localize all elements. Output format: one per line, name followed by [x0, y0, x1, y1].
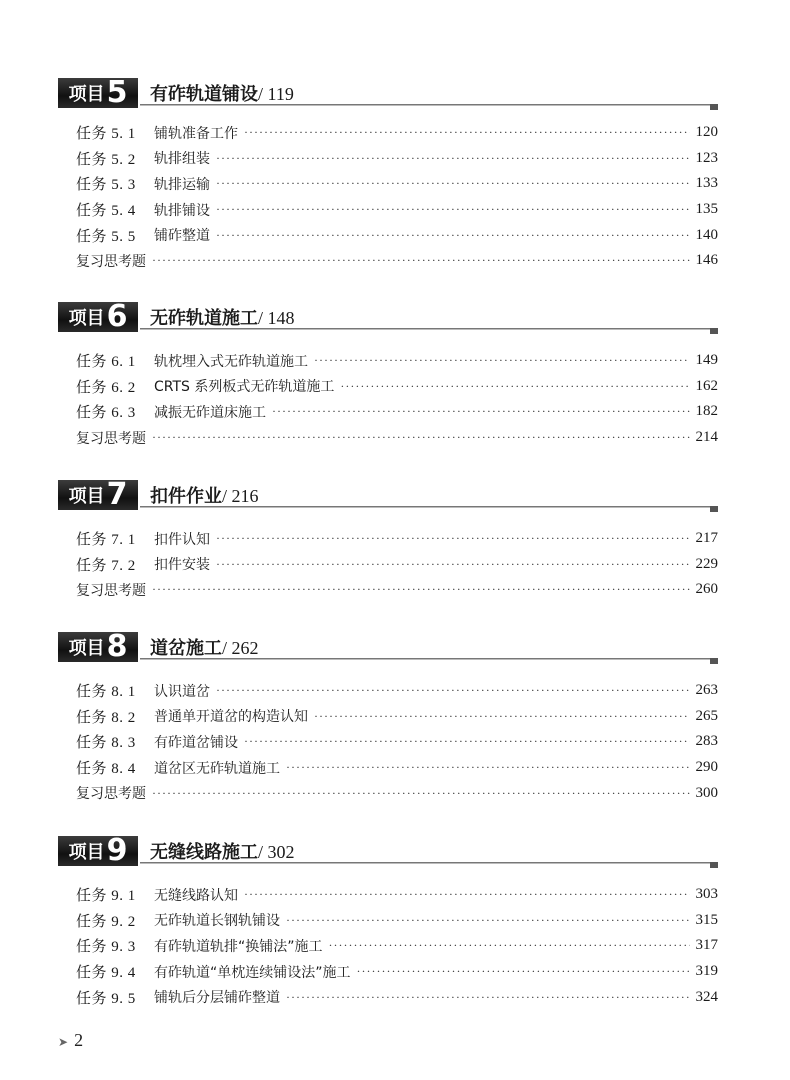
- toc-entry[interactable]: [58, 146, 718, 172]
- task-name: 轨排运输: [154, 176, 210, 193]
- project-badge: [58, 833, 138, 868]
- header-rule: [140, 658, 718, 659]
- toc-section-7: [58, 477, 718, 603]
- task-name: 扣件安装: [154, 557, 210, 574]
- header-rule: [140, 862, 718, 863]
- toc-entry[interactable]: [58, 908, 718, 934]
- task-number: 任务 5. 3: [76, 177, 136, 194]
- section-header: [58, 833, 718, 868]
- dot-leader: [244, 125, 690, 140]
- section-header: [58, 75, 718, 110]
- task-page: 283: [695, 733, 718, 750]
- dot-leader: [152, 253, 690, 268]
- dot-leader: [340, 379, 689, 394]
- badge-number: 7: [106, 477, 128, 512]
- task-page: 265: [695, 707, 718, 724]
- review-label: 复习思考题: [76, 582, 146, 599]
- page-number: 2: [74, 1030, 84, 1050]
- badge-number: 6: [106, 299, 128, 334]
- section-page: / 216: [222, 486, 259, 506]
- toc-list: [58, 120, 718, 274]
- toc-entry[interactable]: [58, 729, 718, 755]
- task-page: 317: [695, 937, 718, 954]
- toc-list: [58, 882, 718, 1010]
- section-title-text: 道岔施工: [150, 638, 222, 659]
- rule-end-marker: [710, 506, 718, 512]
- task-page: 140: [695, 226, 718, 243]
- badge-prefix: 项目: [68, 84, 105, 105]
- task-name: 有砟轨道轨排“换铺法”施工: [154, 938, 323, 955]
- task-page: 133: [695, 175, 718, 192]
- dot-leader: [286, 913, 690, 928]
- task-name: 扣件认知: [154, 531, 210, 548]
- dot-leader: [216, 557, 690, 572]
- toc-entry[interactable]: [58, 933, 718, 959]
- toc-entry[interactable]: [58, 704, 718, 730]
- toc-entry[interactable]: [58, 120, 718, 146]
- dot-leader: [357, 964, 690, 979]
- task-number: 任务 8. 1: [76, 684, 136, 701]
- task-name: 轨排铺设: [154, 202, 210, 219]
- project-badge: [58, 299, 138, 334]
- task-name: 有砟道岔铺设: [154, 734, 238, 751]
- dot-leader: [244, 734, 690, 749]
- task-page: 135: [695, 201, 718, 218]
- review-page: 300: [695, 784, 718, 801]
- review-label: 复习思考题: [76, 253, 146, 270]
- section-title[interactable]: [150, 838, 295, 864]
- task-number: 任务 9. 1: [76, 888, 136, 905]
- task-page: 120: [695, 124, 718, 141]
- project-badge: [58, 75, 138, 110]
- arrow-icon: ➤: [58, 1035, 69, 1049]
- review-page: 260: [695, 581, 718, 598]
- dot-leader: [216, 151, 690, 166]
- task-number: 任务 5. 2: [76, 151, 136, 168]
- task-name: 道岔区无砟轨道施工: [154, 760, 280, 777]
- dot-leader: [216, 531, 690, 546]
- task-number: 任务 6. 2: [76, 379, 136, 396]
- badge-number: 9: [106, 833, 128, 868]
- toc-entry[interactable]: [58, 171, 718, 197]
- badge-prefix: 项目: [68, 308, 105, 329]
- header-rule: [140, 328, 718, 329]
- task-name: 无砟轨道长钢轨铺设: [154, 913, 280, 930]
- task-name: 有砟轨道“单枕连续铺设法”施工: [154, 964, 351, 981]
- rule-end-marker: [710, 658, 718, 664]
- toc-review-entry[interactable]: [58, 248, 718, 274]
- task-page: 182: [695, 403, 718, 420]
- task-page: 303: [695, 886, 718, 903]
- task-name: 轨排组装: [154, 151, 210, 168]
- section-title-text: 无砟轨道施工: [150, 308, 258, 329]
- dot-leader: [244, 887, 690, 902]
- dot-leader: [329, 938, 690, 953]
- task-name: CRTS 系列板式无砟轨道施工: [154, 379, 335, 396]
- dot-leader: [216, 202, 690, 217]
- review-page: 146: [695, 252, 718, 269]
- section-title-text: 无缝线路施工: [150, 842, 258, 863]
- review-label: 复习思考题: [76, 786, 146, 803]
- task-page: 263: [695, 682, 718, 699]
- task-page: 217: [695, 530, 718, 547]
- section-title[interactable]: [150, 634, 259, 660]
- toc-entry[interactable]: [58, 526, 718, 552]
- toc-review-entry[interactable]: [58, 577, 718, 603]
- task-number: 任务 9. 4: [76, 965, 136, 982]
- rule-end-marker: [710, 104, 718, 110]
- review-label: 复习思考题: [76, 430, 146, 447]
- task-name: 轨枕埋入式无砟轨道施工: [154, 353, 308, 370]
- dot-leader: [152, 786, 690, 801]
- toc-entry[interactable]: [58, 984, 718, 1010]
- section-title[interactable]: [150, 482, 259, 508]
- badge-prefix: 项目: [68, 486, 105, 507]
- dot-leader: [286, 760, 690, 775]
- task-name: 减振无砟道床施工: [154, 404, 266, 421]
- toc-list: [58, 678, 718, 806]
- task-number: 任务 5. 1: [76, 126, 136, 143]
- task-page: 229: [695, 555, 718, 572]
- task-number: 任务 6. 3: [76, 405, 136, 422]
- toc-section-8: [58, 629, 718, 806]
- task-name: 铺轨准备工作: [154, 125, 238, 142]
- review-page: 214: [695, 429, 718, 446]
- header-rule: [140, 506, 718, 507]
- header-rule: [140, 104, 718, 105]
- task-page: 149: [695, 352, 718, 369]
- badge-number: 5: [106, 75, 128, 110]
- toc-entry[interactable]: [58, 755, 718, 781]
- badge-prefix: 项目: [68, 638, 105, 659]
- dot-leader: [152, 430, 690, 445]
- dot-leader: [216, 683, 690, 698]
- task-name: 普通单开道岔的构造认知: [154, 709, 308, 726]
- toc-section-9: [58, 833, 718, 1010]
- dot-leader: [216, 228, 690, 243]
- task-number: 任务 8. 2: [76, 709, 136, 726]
- task-number: 任务 6. 1: [76, 354, 136, 371]
- section-title[interactable]: [150, 80, 294, 106]
- task-number: 任务 9. 2: [76, 913, 136, 930]
- task-number: 任务 5. 4: [76, 203, 136, 220]
- toc-section-5: [58, 75, 718, 274]
- task-name: 认识道岔: [154, 683, 210, 700]
- toc-entry[interactable]: [58, 399, 718, 425]
- task-name: 铺砟整道: [154, 228, 210, 245]
- task-page: 315: [695, 911, 718, 928]
- toc-list: [58, 348, 718, 450]
- dot-leader: [314, 709, 690, 724]
- task-number: 任务 8. 4: [76, 761, 136, 778]
- section-page: / 119: [258, 84, 294, 104]
- task-number: 任务 7. 1: [76, 532, 136, 549]
- toc-entry[interactable]: [58, 959, 718, 985]
- toc-entry[interactable]: [58, 678, 718, 704]
- task-page: 290: [695, 759, 718, 776]
- section-header: [58, 299, 718, 334]
- toc-list: [58, 526, 718, 603]
- dot-leader: [272, 404, 690, 419]
- section-page: / 262: [222, 638, 259, 658]
- toc-entry[interactable]: [58, 197, 718, 223]
- task-number: 任务 8. 3: [76, 735, 136, 752]
- task-page: 319: [695, 963, 718, 980]
- toc-entry[interactable]: [58, 374, 718, 400]
- task-number: 任务 9. 5: [76, 990, 136, 1007]
- section-header: [58, 477, 718, 512]
- task-number: 任务 7. 2: [76, 557, 136, 574]
- toc-section-6: [58, 299, 718, 450]
- dot-leader: [314, 353, 690, 368]
- task-page: 324: [695, 988, 718, 1005]
- toc-review-entry[interactable]: [58, 780, 718, 806]
- badge-number: 8: [106, 629, 128, 664]
- task-page: 123: [695, 149, 718, 166]
- toc-entry[interactable]: [58, 882, 718, 908]
- toc-entry[interactable]: [58, 348, 718, 374]
- section-page: / 148: [258, 308, 295, 328]
- task-name: 无缝线路认知: [154, 887, 238, 904]
- dot-leader: [216, 176, 690, 191]
- section-title-text: 有砟轨道铺设: [150, 84, 258, 105]
- section-title[interactable]: [150, 304, 295, 330]
- task-page: 162: [695, 377, 718, 394]
- task-name: 铺轨后分层铺砟整道: [154, 990, 280, 1007]
- dot-leader: [286, 990, 690, 1005]
- task-number: 任务 5. 5: [76, 228, 136, 245]
- rule-end-marker: [710, 862, 718, 868]
- badge-prefix: 项目: [68, 842, 105, 863]
- project-badge: [58, 629, 138, 664]
- toc-entry[interactable]: [58, 222, 718, 248]
- rule-end-marker: [710, 328, 718, 334]
- section-page: / 302: [258, 842, 295, 862]
- page-footer: [58, 1030, 83, 1051]
- project-badge: [58, 477, 138, 512]
- section-header: [58, 629, 718, 664]
- toc-review-entry[interactable]: [58, 425, 718, 451]
- dot-leader: [152, 582, 690, 597]
- toc-entry[interactable]: [58, 552, 718, 578]
- section-title-text: 扣件作业: [150, 486, 222, 507]
- task-number: 任务 9. 3: [76, 939, 136, 956]
